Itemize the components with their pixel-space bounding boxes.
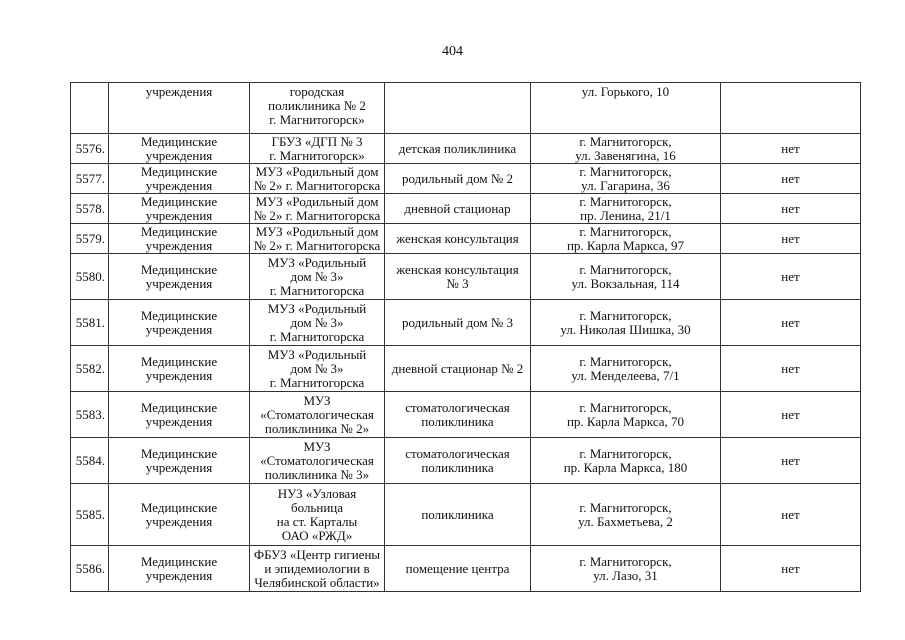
category-cell: Медицинские учреждения [109,164,250,194]
value-cell: нет [721,546,861,592]
table-row [71,254,861,300]
row-number: 5576. [71,134,109,164]
object-cell: дневной стационар № 2 [385,346,531,392]
address-cell: г. Магнитогорск, пр. Карла Маркса, 70 [531,392,721,438]
row-number: 5577. [71,164,109,194]
table-row [71,194,861,224]
organization-cell: МУЗ «Родильный дом № 3» г. Магнитогорска [250,300,385,346]
address-cell: г. Магнитогорск, ул. Гагарина, 36 [531,164,721,194]
category-cell: Медицинские учреждения [109,134,250,164]
category-cell: Медицинские учреждения [109,546,250,592]
organization-cell: НУЗ «Узловая больница на ст. Карталы ОАО «РЖД» [250,484,385,546]
page-number: 404 [442,44,463,59]
organization-cell: МУЗ «Родильный дом № 2» г. Магнитогорска [250,164,385,194]
row-number: 5579. [71,224,109,254]
table-row [71,300,861,346]
organization-cell: МУЗ «Родильный дом № 3» г. Магнитогорска [250,346,385,392]
address-cell: ул. Горького, 10 [531,83,721,134]
registry-table [70,82,861,592]
object-cell: дневной стационар [385,194,531,224]
address-cell: г. Магнитогорск, ул. Николая Шишка, 30 [531,300,721,346]
value-cell: нет [721,134,861,164]
object-cell: женская консультация [385,224,531,254]
category-cell: Медицинские учреждения [109,254,250,300]
organization-cell: городская поликлиника № 2 г. Магнитогорск» [250,83,385,134]
category-cell: Медицинские учреждения [109,484,250,546]
table-row [71,164,861,194]
row-number: 5585. [71,484,109,546]
organization-cell: ФБУЗ «Центр гигиены и эпидемиологии в Челябинской области» [250,546,385,592]
object-cell: стоматологическая поликлиника [385,438,531,484]
table-row [71,83,861,134]
object-cell: детская поликлиника [385,134,531,164]
row-number: 5583. [71,392,109,438]
table-row [71,224,861,254]
table-row [71,484,861,546]
organization-cell: МУЗ «Родильный дом № 3» г. Магнитогорска [250,254,385,300]
object-cell: женская консультация № 3 [385,254,531,300]
object-cell: родильный дом № 2 [385,164,531,194]
address-cell: г. Магнитогорск, ул. Лазо, 31 [531,546,721,592]
object-cell: помещение центра [385,546,531,592]
table-row [71,546,861,592]
row-number: 5580. [71,254,109,300]
registry-table-body [71,83,861,592]
object-cell [385,83,531,134]
object-cell: стоматологическая поликлиника [385,392,531,438]
row-number [71,83,109,134]
table-row [71,392,861,438]
category-cell: Медицинские учреждения [109,392,250,438]
organization-cell: ГБУЗ «ДГП № 3 г. Магнитогорск» [250,134,385,164]
organization-cell: МУЗ «Стоматологическая поликлиника № 2» [250,392,385,438]
object-cell: поликлиника [385,484,531,546]
object-cell: родильный дом № 3 [385,300,531,346]
organization-cell: МУЗ «Родильный дом № 2» г. Магнитогорска [250,224,385,254]
row-number: 5582. [71,346,109,392]
value-cell: нет [721,194,861,224]
category-cell: учреждения [109,83,250,134]
value-cell: нет [721,484,861,546]
category-cell: Медицинские учреждения [109,300,250,346]
address-cell: г. Магнитогорск, ул. Бахметьева, 2 [531,484,721,546]
category-cell: Медицинские учреждения [109,194,250,224]
address-cell: г. Магнитогорск, пр. Ленина, 21/1 [531,194,721,224]
row-number: 5586. [71,546,109,592]
row-number: 5581. [71,300,109,346]
value-cell: нет [721,164,861,194]
category-cell: Медицинские учреждения [109,224,250,254]
value-cell: нет [721,392,861,438]
value-cell: нет [721,254,861,300]
organization-cell: МУЗ «Родильный дом № 2» г. Магнитогорска [250,194,385,224]
address-cell: г. Магнитогорск, ул. Менделеева, 7/1 [531,346,721,392]
table-row [71,134,861,164]
row-number: 5578. [71,194,109,224]
address-cell: г. Магнитогорск, пр. Карла Маркса, 97 [531,224,721,254]
table-row [71,438,861,484]
value-cell: нет [721,438,861,484]
value-cell: нет [721,224,861,254]
address-cell: г. Магнитогорск, пр. Карла Маркса, 180 [531,438,721,484]
address-cell: г. Магнитогорск, ул. Завенягина, 16 [531,134,721,164]
value-cell: нет [721,346,861,392]
value-cell: нет [721,300,861,346]
category-cell: Медицинские учреждения [109,438,250,484]
category-cell: Медицинские учреждения [109,346,250,392]
organization-cell: МУЗ «Стоматологическая поликлиника № 3» [250,438,385,484]
row-number: 5584. [71,438,109,484]
value-cell [721,83,861,134]
table-row [71,346,861,392]
address-cell: г. Магнитогорск, ул. Вокзальная, 114 [531,254,721,300]
